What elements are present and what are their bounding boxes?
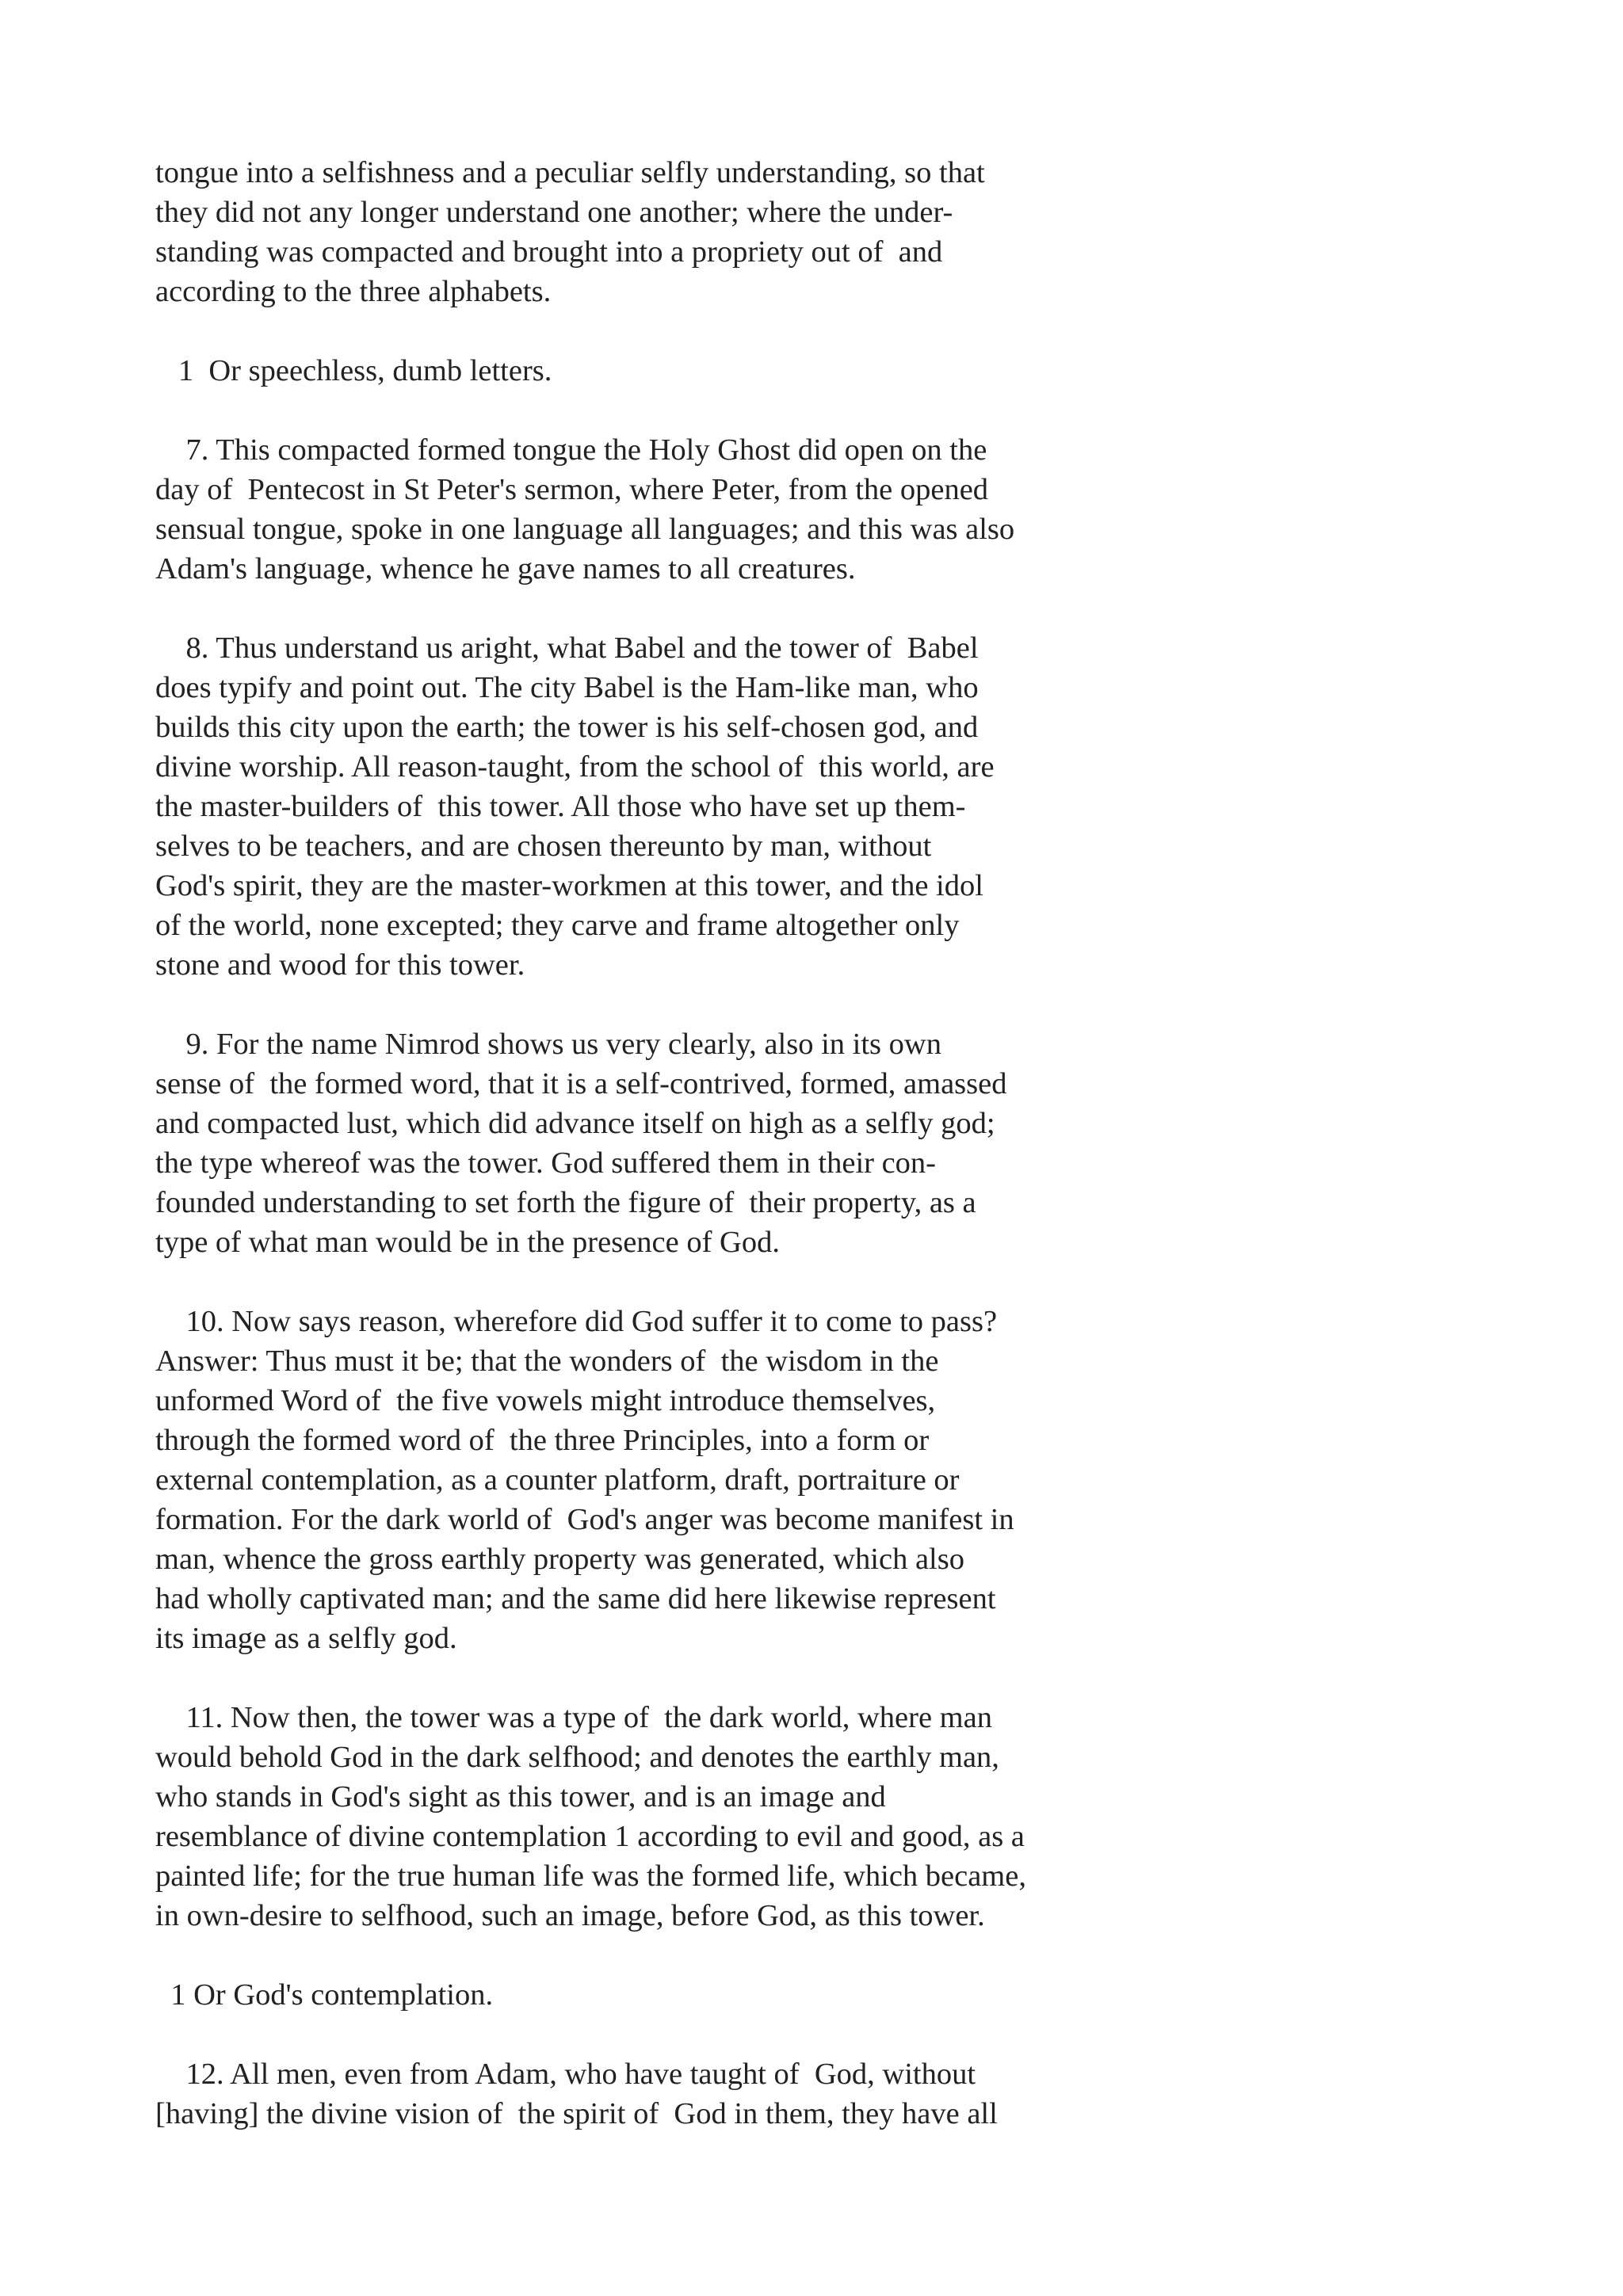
text-line: who stands in God's sight as this tower, and is an image and bbox=[155, 1780, 886, 1814]
text-line: does typify and point out. The city Babel is the Ham-like man, who bbox=[155, 671, 979, 704]
paragraph-continuation bbox=[155, 153, 1146, 311]
text-line: the type whereof was the tower. God suffered them in their con- bbox=[155, 1146, 937, 1180]
text-line: 9. For the name Nimrod shows us very clearly, also in its own bbox=[155, 1028, 941, 1061]
text-line: sensual tongue, spoke in one language all languages; and this was also bbox=[155, 513, 1015, 546]
paragraph-8 bbox=[155, 628, 1146, 985]
text-line: divine worship. All reason-taught, from the school of this world, are bbox=[155, 750, 995, 784]
text-line: painted life; for the true human life was the formed life, which became, bbox=[155, 1859, 1026, 1893]
paragraph-9 bbox=[155, 1024, 1146, 1262]
paragraph-11 bbox=[155, 1698, 1146, 1936]
footnote-line: 1 Or speechless, dumb letters. bbox=[155, 354, 552, 387]
text-line: [having] the divine vision of the spirit of God in them, they have all bbox=[155, 2097, 998, 2130]
text-line: formation. For the dark world of God's anger was become manifest in bbox=[155, 1503, 1014, 1536]
text-line: standing was compacted and brought into a propriety out of and bbox=[155, 235, 943, 269]
text-line: sense of the formed word, that it is a self-contrived, formed, amassed bbox=[155, 1067, 1007, 1100]
text-line: Adam's language, whence he gave names to all creatures. bbox=[155, 552, 856, 585]
text-line: selves to be teachers, and are chosen thereunto by man, without bbox=[155, 830, 932, 863]
text-line: they did not any longer understand one another; where the under- bbox=[155, 196, 953, 229]
text-line: external contemplation, as a counter platform, draft, portraiture or bbox=[155, 1463, 960, 1497]
text-line: day of Pentecost in St Peter's sermon, where Peter, from the opened bbox=[155, 473, 989, 506]
text-line: type of what man would be in the presence of God. bbox=[155, 1226, 780, 1259]
paragraph-10 bbox=[155, 1302, 1146, 1658]
paragraph-7 bbox=[155, 430, 1146, 589]
text-line: 12. All men, even from Adam, who have taught of God, without bbox=[155, 2058, 976, 2091]
text-line: unformed Word of the five vowels might introduce themselves, bbox=[155, 1384, 936, 1417]
text-line: Answer: Thus must it be; that the wonders of the wisdom in the bbox=[155, 1344, 939, 1378]
text-line: founded understanding to set forth the figure of their property, as a bbox=[155, 1186, 976, 1219]
text-line: resemblance of divine contemplation 1 according to evil and good, as a bbox=[155, 1820, 1025, 1853]
text-line: God's spirit, they are the master-workmen at this tower, and the idol bbox=[155, 869, 983, 902]
text-line: according to the three alphabets. bbox=[155, 275, 552, 308]
text-line: in own-desire to selfhood, such an image, before God, as this tower. bbox=[155, 1899, 985, 1932]
text-line: and compacted lust, which did advance itself on high as a selfly god; bbox=[155, 1107, 995, 1140]
text-line: tongue into a selfishness and a peculiar selfly understanding, so that bbox=[155, 156, 985, 189]
text-line: would behold God in the dark selfhood; and denotes the earthly man, bbox=[155, 1741, 999, 1774]
text-line: of the world, none excepted; they carve and frame altogether only bbox=[155, 909, 960, 942]
text-line: builds this city upon the earth; the tower is his self-chosen god, and bbox=[155, 711, 979, 744]
document-page bbox=[155, 153, 1146, 2173]
footnote-line: 1 Or God's contemplation. bbox=[155, 1978, 494, 2012]
footnote bbox=[155, 1975, 1146, 2015]
text-line: its image as a selfly god. bbox=[155, 1622, 457, 1655]
text-line: 10. Now says reason, wherefore did God suffer it to come to pass? bbox=[155, 1305, 998, 1338]
text-line: 7. This compacted formed tongue the Holy Ghost did open on the bbox=[155, 433, 987, 467]
footnote bbox=[155, 351, 1146, 391]
text-line: stone and wood for this tower. bbox=[155, 948, 525, 982]
text-line: had wholly captivated man; and the same did here likewise represent bbox=[155, 1582, 996, 1615]
text-line: 8. Thus understand us aright, what Babel and the tower of Babel bbox=[155, 631, 979, 665]
text-line: through the formed word of the three Principles, into a form or bbox=[155, 1424, 930, 1457]
paragraph-12 bbox=[155, 2054, 1146, 2134]
text-line: the master-builders of this tower. All those who have set up them- bbox=[155, 790, 966, 823]
text-line: man, whence the gross earthly property was generated, which also bbox=[155, 1543, 964, 1576]
text-line: 11. Now then, the tower was a type of the dark world, where man bbox=[155, 1701, 992, 1734]
